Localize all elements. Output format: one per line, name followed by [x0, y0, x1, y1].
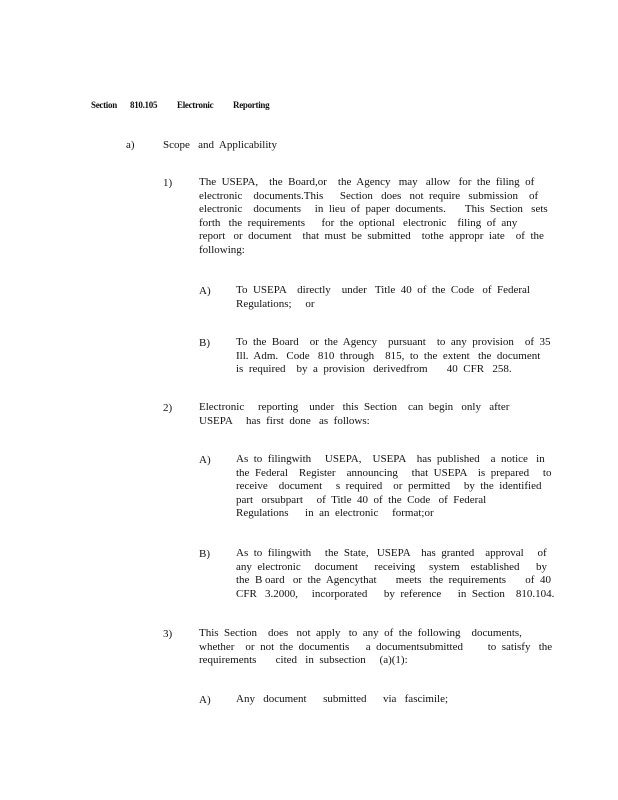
- paragraph-line: electronic documents.This Section does not require submission of: [199, 189, 539, 202]
- paragraph-line: report or document that must be submitted tothe appropr iate of the: [199, 230, 544, 243]
- paragraph-2a-label: A): [199, 454, 211, 466]
- paragraph-1-label: 1): [163, 177, 173, 189]
- subsection-a-label: a): [126, 139, 135, 151]
- paragraph-line: is required by a provision derivedfrom 40 CFR 258.: [236, 363, 512, 376]
- paragraph-3-text: [199, 627, 553, 668]
- paragraph-line: receive document s required or permitted by the identified: [236, 480, 542, 493]
- paragraph-1b-label: B): [199, 337, 210, 349]
- paragraph-line: Electronic reporting under this Section can begin only after: [199, 401, 510, 413]
- paragraph-2-text: [199, 401, 510, 428]
- paragraph-line: whether or not the documentis a documentsubmitted to satisfy the: [199, 640, 553, 653]
- paragraph-3a-text: [236, 693, 526, 707]
- paragraph-line: part orsubpart of Title 40 of the Code of Federal: [236, 493, 487, 506]
- paragraph-line: any electronic document receiving system established by: [236, 560, 547, 573]
- paragraph-line: USEPA has first done as follows:: [199, 414, 370, 427]
- paragraph-line: forth the requirements for the optional electronic filing of any: [199, 216, 518, 229]
- paragraph-line: To USEPA directly under Title 40 of the Code of Federal: [236, 284, 530, 296]
- paragraph-1-text: [199, 176, 548, 258]
- paragraph-line: As to filingwith the State, USEPA has granted approval of: [236, 547, 547, 559]
- subsection-a-title: Scope and Applicability: [163, 139, 277, 151]
- paragraph-line: This Section does not apply to any of the following documents,: [199, 627, 522, 639]
- paragraph-line: electronic documents in lieu of paper documents. This Section sets: [199, 203, 548, 216]
- paragraph-line: The USEPA, the Board,or the Agency may allow for the filing of: [199, 176, 535, 188]
- paragraph-line: the Federal Register announcing that USEPA is prepared to: [236, 466, 552, 479]
- paragraph-line: Ill. Adm. Code 810 through 815, to the extent the document: [236, 349, 541, 362]
- paragraph-2a-text: [236, 453, 552, 521]
- paragraph-3a-label: A): [199, 694, 211, 706]
- paragraph-1b-text: [236, 336, 551, 377]
- paragraph-line: Any document submitted via fascimile;: [236, 693, 449, 705]
- section-label: Section: [91, 100, 117, 110]
- paragraph-2b-text: [236, 547, 555, 601]
- paragraph-line: following:: [199, 243, 245, 256]
- section-number: 810.105: [130, 100, 158, 110]
- paragraph-line: To the Board or the Agency pursuant to any provision of 35: [236, 336, 551, 348]
- section-title-word-1: Electronic: [177, 100, 214, 110]
- paragraph-line: CFR 3.2000, incorporated by reference in Section 810.104.: [236, 587, 555, 600]
- section-title-word-2: Reporting: [233, 100, 270, 110]
- paragraph-line: Regulations; or: [236, 297, 315, 310]
- paragraph-line: the B oard or the Agencythat meets the requirements of 40: [236, 574, 551, 587]
- paragraph-1a-label: A): [199, 285, 211, 297]
- paragraph-line: Regulations in an electronic format;or: [236, 507, 434, 520]
- paragraph-2-label: 2): [163, 402, 173, 414]
- paragraph-line: As to filingwith USEPA, USEPA has published a notice in: [236, 453, 545, 465]
- paragraph-2b-label: B): [199, 548, 210, 560]
- paragraph-line: requirements cited in subsection (a)(1):: [199, 654, 408, 667]
- paragraph-1a-text: [236, 284, 530, 311]
- paragraph-3-label: 3): [163, 628, 173, 640]
